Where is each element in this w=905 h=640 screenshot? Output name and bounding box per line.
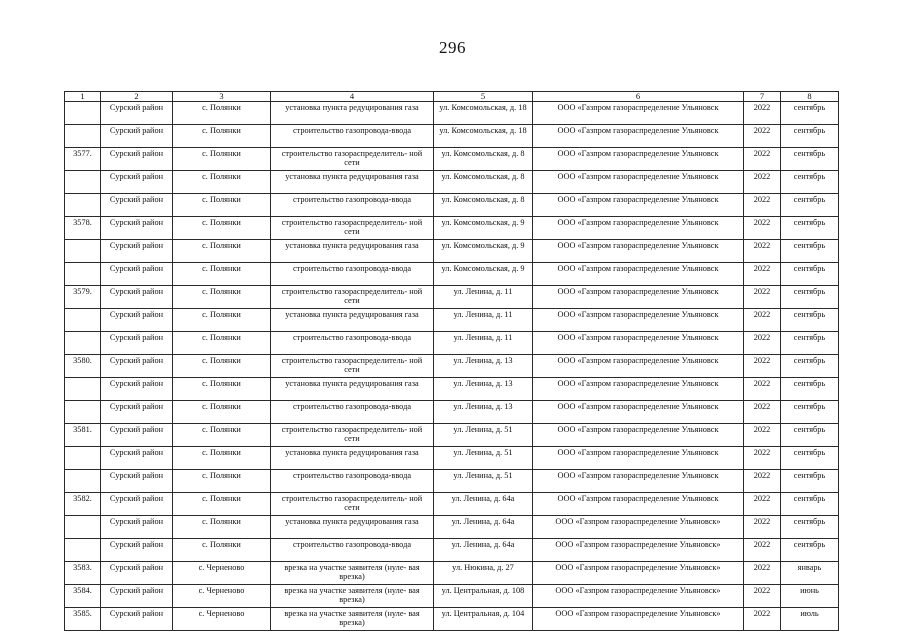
address-cell: ул. Ленина, д. 64а xyxy=(434,539,533,562)
settlement-cell: с. Черненово xyxy=(173,585,271,608)
organization-cell: ООО «Газпром газораспределение Ульяновск xyxy=(533,171,744,194)
settlement-cell: с. Полянки xyxy=(173,424,271,447)
row-number-cell: 3580. xyxy=(65,355,101,378)
row-number-cell: 3581. xyxy=(65,424,101,447)
month-cell: сентябрь xyxy=(781,309,839,332)
district-cell: Сурский район xyxy=(101,125,173,148)
settlement-cell: с. Полянки xyxy=(173,240,271,263)
month-cell: сентябрь xyxy=(781,148,839,171)
address-cell: ул. Ленина, д. 51 xyxy=(434,424,533,447)
year-cell: 2022 xyxy=(744,194,781,217)
month-cell: сентябрь xyxy=(781,424,839,447)
table-row xyxy=(65,217,839,240)
row-number-cell xyxy=(65,516,101,539)
year-cell: 2022 xyxy=(744,539,781,562)
district-cell: Сурский район xyxy=(101,263,173,286)
table-row xyxy=(65,355,839,378)
row-number-cell: 3584. xyxy=(65,585,101,608)
organization-cell: ООО «Газпром газораспределение Ульяновск xyxy=(533,286,744,309)
work-type-cell: врезка на участке заявителя (нуле- вая врезка) xyxy=(271,562,434,585)
year-cell: 2022 xyxy=(744,355,781,378)
organization-cell: ООО «Газпром газораспределение Ульяновск xyxy=(533,240,744,263)
address-cell: ул. Комсомольская, д. 9 xyxy=(434,263,533,286)
month-cell: сентябрь xyxy=(781,470,839,493)
work-type-cell: строительство газораспределитель- ной сети xyxy=(271,424,434,447)
settlement-cell: с. Полянки xyxy=(173,332,271,355)
settlement-cell: с. Полянки xyxy=(173,470,271,493)
organization-cell: ООО «Газпром газораспределение Ульяновск xyxy=(533,309,744,332)
organization-cell: ООО «Газпром газораспределение Ульяновск xyxy=(533,470,744,493)
organization-cell: ООО «Газпром газораспределение Ульяновск» xyxy=(533,516,744,539)
table-row xyxy=(65,401,839,424)
address-cell: ул. Комсомольская, д. 18 xyxy=(434,125,533,148)
table-row xyxy=(65,286,839,309)
table-row xyxy=(65,171,839,194)
row-number-cell xyxy=(65,263,101,286)
work-type-cell: строительство газораспределитель- ной сети xyxy=(271,355,434,378)
column-header: 5 xyxy=(434,92,533,102)
work-type-cell: строительство газораспределитель- ной сети xyxy=(271,217,434,240)
organization-cell: ООО «Газпром газораспределение Ульяновск xyxy=(533,148,744,171)
district-cell: Сурский район xyxy=(101,608,173,631)
organization-cell: ООО «Газпром газораспределение Ульяновск» xyxy=(533,562,744,585)
year-cell: 2022 xyxy=(744,309,781,332)
month-cell: сентябрь xyxy=(781,217,839,240)
table-row xyxy=(65,424,839,447)
row-number-cell xyxy=(65,447,101,470)
year-cell: 2022 xyxy=(744,286,781,309)
month-cell: сентябрь xyxy=(781,240,839,263)
row-number-cell: 3583. xyxy=(65,562,101,585)
table-row xyxy=(65,378,839,401)
column-header: 4 xyxy=(271,92,434,102)
column-header: 1 xyxy=(65,92,101,102)
address-cell: ул. Комсомольская, д. 8 xyxy=(434,148,533,171)
settlement-cell: с. Полянки xyxy=(173,447,271,470)
district-cell: Сурский район xyxy=(101,562,173,585)
year-cell: 2022 xyxy=(744,516,781,539)
year-cell: 2022 xyxy=(744,447,781,470)
month-cell: сентябрь xyxy=(781,539,839,562)
year-cell: 2022 xyxy=(744,493,781,516)
organization-cell: ООО «Газпром газораспределение Ульяновск xyxy=(533,217,744,240)
district-cell: Сурский район xyxy=(101,401,173,424)
district-cell: Сурский район xyxy=(101,493,173,516)
address-cell: ул. Ленина, д. 11 xyxy=(434,332,533,355)
address-cell: ул. Комсомольская, д. 9 xyxy=(434,240,533,263)
organization-cell: ООО «Газпром газораспределение Ульяновск xyxy=(533,493,744,516)
settlement-cell: с. Полянки xyxy=(173,171,271,194)
table-row xyxy=(65,585,839,608)
district-cell: Сурский район xyxy=(101,332,173,355)
row-number-cell xyxy=(65,171,101,194)
work-type-cell: строительство газораспределитель- ной сети xyxy=(271,286,434,309)
work-type-cell: установка пункта редуцирования газа xyxy=(271,378,434,401)
district-cell: Сурский район xyxy=(101,194,173,217)
year-cell: 2022 xyxy=(744,171,781,194)
table-row xyxy=(65,562,839,585)
month-cell: сентябрь xyxy=(781,493,839,516)
organization-cell: ООО «Газпром газораспределение Ульяновск» xyxy=(533,608,744,631)
work-type-cell: строительство газопровода-ввода xyxy=(271,194,434,217)
organization-cell: ООО «Газпром газораспределение Ульяновск xyxy=(533,125,744,148)
settlement-cell: с. Полянки xyxy=(173,148,271,171)
address-cell: ул. Комсомольская, д. 8 xyxy=(434,194,533,217)
month-cell: сентябрь xyxy=(781,516,839,539)
work-type-cell: строительство газопровода-ввода xyxy=(271,470,434,493)
address-cell: ул. Ленина, д. 51 xyxy=(434,470,533,493)
district-cell: Сурский район xyxy=(101,102,173,125)
district-cell: Сурский район xyxy=(101,148,173,171)
organization-cell: ООО «Газпром газораспределение Ульяновск xyxy=(533,263,744,286)
address-cell: ул. Центральная, д. 104 xyxy=(434,608,533,631)
row-number-cell xyxy=(65,470,101,493)
table-header-row xyxy=(65,92,839,102)
organization-cell: ООО «Газпром газораспределение Ульяновск xyxy=(533,194,744,217)
work-type-cell: установка пункта редуцирования газа xyxy=(271,309,434,332)
address-cell: ул. Комсомольская, д. 9 xyxy=(434,217,533,240)
year-cell: 2022 xyxy=(744,240,781,263)
work-type-cell: установка пункта редуцирования газа xyxy=(271,102,434,125)
address-cell: ул. Ленина, д. 11 xyxy=(434,286,533,309)
column-header: 2 xyxy=(101,92,173,102)
row-number-cell xyxy=(65,401,101,424)
district-cell: Сурский район xyxy=(101,309,173,332)
year-cell: 2022 xyxy=(744,148,781,171)
month-cell: январь xyxy=(781,562,839,585)
year-cell: 2022 xyxy=(744,217,781,240)
district-cell: Сурский район xyxy=(101,424,173,447)
table-row xyxy=(65,240,839,263)
row-number-cell xyxy=(65,332,101,355)
settlement-cell: с. Полянки xyxy=(173,217,271,240)
row-number-cell: 3578. xyxy=(65,217,101,240)
settlement-cell: с. Полянки xyxy=(173,516,271,539)
district-cell: Сурский район xyxy=(101,516,173,539)
settlement-cell: с. Черненово xyxy=(173,562,271,585)
year-cell: 2022 xyxy=(744,562,781,585)
month-cell: сентябрь xyxy=(781,263,839,286)
table-row xyxy=(65,102,839,125)
table-row xyxy=(65,263,839,286)
organization-cell: ООО «Газпром газораспределение Ульяновск xyxy=(533,401,744,424)
organization-cell: ООО «Газпром газораспределение Ульяновск xyxy=(533,332,744,355)
year-cell: 2022 xyxy=(744,125,781,148)
row-number-cell xyxy=(65,194,101,217)
row-number-cell xyxy=(65,539,101,562)
work-type-cell: строительство газораспределитель- ной сети xyxy=(271,148,434,171)
row-number-cell xyxy=(65,102,101,125)
organization-cell: ООО «Газпром газораспределение Ульяновск xyxy=(533,102,744,125)
address-cell: ул. Нюкина, д. 27 xyxy=(434,562,533,585)
work-type-cell: установка пункта редуцирования газа xyxy=(271,447,434,470)
column-header: 7 xyxy=(744,92,781,102)
table-row xyxy=(65,125,839,148)
month-cell: сентябрь xyxy=(781,355,839,378)
table-row xyxy=(65,148,839,171)
year-cell: 2022 xyxy=(744,585,781,608)
district-cell: Сурский район xyxy=(101,470,173,493)
work-type-cell: строительство газопровода-ввода xyxy=(271,125,434,148)
district-cell: Сурский район xyxy=(101,539,173,562)
organization-cell: ООО «Газпром газораспределение Ульяновск» xyxy=(533,585,744,608)
settlement-cell: с. Полянки xyxy=(173,102,271,125)
settlement-cell: с. Полянки xyxy=(173,309,271,332)
month-cell: июнь xyxy=(781,585,839,608)
work-type-cell: строительство газопровода-ввода xyxy=(271,539,434,562)
table-row xyxy=(65,470,839,493)
settlement-cell: с. Полянки xyxy=(173,194,271,217)
organization-cell: ООО «Газпром газораспределение Ульяновск xyxy=(533,424,744,447)
address-cell: ул. Ленина, д. 13 xyxy=(434,355,533,378)
address-cell: ул. Ленина, д. 13 xyxy=(434,378,533,401)
row-number-cell xyxy=(65,125,101,148)
address-cell: ул. Ленина, д. 11 xyxy=(434,309,533,332)
settlement-cell: с. Полянки xyxy=(173,263,271,286)
district-cell: Сурский район xyxy=(101,171,173,194)
settlement-cell: с. Полянки xyxy=(173,125,271,148)
organization-cell: ООО «Газпром газораспределение Ульяновск xyxy=(533,447,744,470)
settlement-cell: с. Полянки xyxy=(173,286,271,309)
settlement-cell: с. Полянки xyxy=(173,401,271,424)
work-type-cell: установка пункта редуцирования газа xyxy=(271,516,434,539)
column-header: 3 xyxy=(173,92,271,102)
month-cell: сентябрь xyxy=(781,286,839,309)
district-cell: Сурский район xyxy=(101,447,173,470)
year-cell: 2022 xyxy=(744,470,781,493)
address-cell: ул. Ленина, д. 64а xyxy=(434,516,533,539)
address-cell: ул. Ленина, д. 64а xyxy=(434,493,533,516)
row-number-cell: 3582. xyxy=(65,493,101,516)
year-cell: 2022 xyxy=(744,332,781,355)
column-header: 8 xyxy=(781,92,839,102)
address-cell: ул. Комсомольская, д. 18 xyxy=(434,102,533,125)
work-type-cell: строительство газопровода-ввода xyxy=(271,401,434,424)
settlement-cell: с. Черненово xyxy=(173,608,271,631)
organization-cell: ООО «Газпром газораспределение Ульяновск xyxy=(533,378,744,401)
month-cell: сентябрь xyxy=(781,332,839,355)
year-cell: 2022 xyxy=(744,608,781,631)
work-type-cell: строительство газораспределитель- ной сети xyxy=(271,493,434,516)
table-row xyxy=(65,332,839,355)
table-row xyxy=(65,493,839,516)
table-row xyxy=(65,309,839,332)
row-number-cell: 3577. xyxy=(65,148,101,171)
row-number-cell: 3585. xyxy=(65,608,101,631)
gasification-schedule-table xyxy=(64,91,839,631)
settlement-cell: с. Полянки xyxy=(173,378,271,401)
year-cell: 2022 xyxy=(744,401,781,424)
organization-cell: ООО «Газпром газораспределение Ульяновск xyxy=(533,355,744,378)
settlement-cell: с. Полянки xyxy=(173,493,271,516)
work-type-cell: установка пункта редуцирования газа xyxy=(271,240,434,263)
month-cell: сентябрь xyxy=(781,447,839,470)
month-cell: сентябрь xyxy=(781,378,839,401)
table-row xyxy=(65,447,839,470)
row-number-cell xyxy=(65,240,101,263)
table-body xyxy=(65,102,839,631)
column-header: 6 xyxy=(533,92,744,102)
month-cell: июль xyxy=(781,608,839,631)
page-number: 296 xyxy=(439,38,466,57)
table-row xyxy=(65,194,839,217)
work-type-cell: установка пункта редуцирования газа xyxy=(271,171,434,194)
district-cell: Сурский район xyxy=(101,585,173,608)
table-row xyxy=(65,516,839,539)
month-cell: сентябрь xyxy=(781,102,839,125)
organization-cell: ООО «Газпром газораспределение Ульяновск» xyxy=(533,539,744,562)
table-row xyxy=(65,539,839,562)
address-cell: ул. Ленина, д. 13 xyxy=(434,401,533,424)
year-cell: 2022 xyxy=(744,378,781,401)
month-cell: сентябрь xyxy=(781,171,839,194)
month-cell: сентябрь xyxy=(781,401,839,424)
row-number-cell xyxy=(65,309,101,332)
month-cell: сентябрь xyxy=(781,194,839,217)
row-number-cell: 3579. xyxy=(65,286,101,309)
district-cell: Сурский район xyxy=(101,378,173,401)
settlement-cell: с. Полянки xyxy=(173,539,271,562)
district-cell: Сурский район xyxy=(101,240,173,263)
district-cell: Сурский район xyxy=(101,355,173,378)
year-cell: 2022 xyxy=(744,263,781,286)
district-cell: Сурский район xyxy=(101,286,173,309)
month-cell: сентябрь xyxy=(781,125,839,148)
table-row xyxy=(65,608,839,631)
work-type-cell: врезка на участке заявителя (нуле- вая врезка) xyxy=(271,608,434,631)
address-cell: ул. Комсомольская, д. 8 xyxy=(434,171,533,194)
address-cell: ул. Ленина, д. 51 xyxy=(434,447,533,470)
row-number-cell xyxy=(65,378,101,401)
year-cell: 2022 xyxy=(744,424,781,447)
settlement-cell: с. Полянки xyxy=(173,355,271,378)
work-type-cell: строительство газопровода-ввода xyxy=(271,263,434,286)
year-cell: 2022 xyxy=(744,102,781,125)
address-cell: ул. Центральная, д. 108 xyxy=(434,585,533,608)
district-cell: Сурский район xyxy=(101,217,173,240)
work-type-cell: врезка на участке заявителя (нуле- вая врезка) xyxy=(271,585,434,608)
work-type-cell: строительство газопровода-ввода xyxy=(271,332,434,355)
